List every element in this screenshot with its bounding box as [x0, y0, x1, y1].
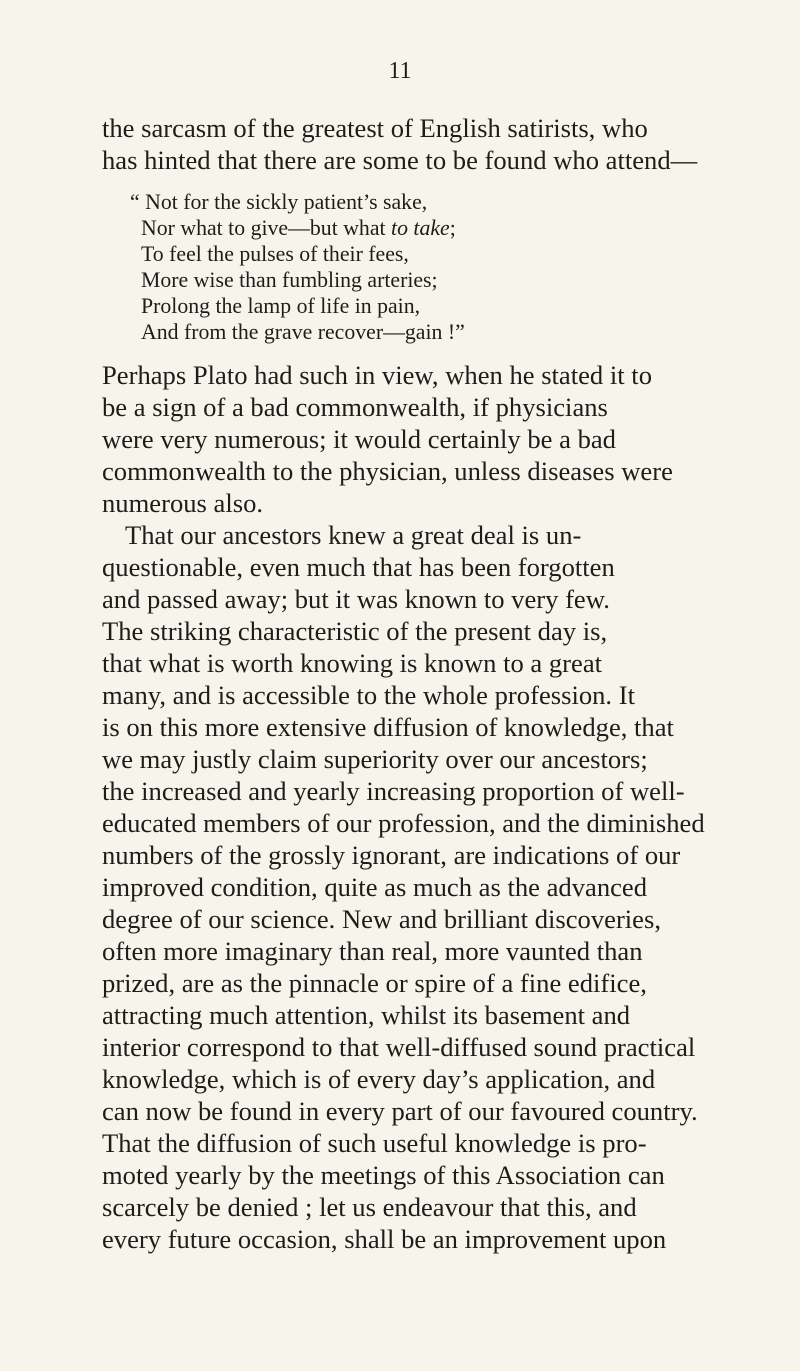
verse-line-2-end: ;	[449, 216, 456, 240]
body-line-6: That our ancestors knew a great deal is un-	[125, 520, 582, 550]
verse-line-6: And from the grave recover—gain !”	[141, 320, 465, 344]
body-line-23: knowledge, which is of every day’s application, and	[102, 1064, 656, 1094]
verse-line-2-start: Nor what to give—but what	[141, 216, 392, 240]
body-line-22: interior correspond to that well-diffused sound practical	[102, 1032, 696, 1062]
body-line-25: That the diffusion of such useful knowledge is pro-	[102, 1128, 647, 1158]
body-line-26: moted yearly by the meetings of this Association can	[102, 1160, 665, 1190]
intro-line-1: the sarcasm of the greatest of English satirists, who	[102, 113, 648, 143]
verse-line-5: Prolong the lamp of life in pain,	[141, 294, 421, 318]
verse-line-1: “ Not for the sickly patient’s sake,	[130, 190, 428, 214]
body-line-4: commonwealth to the physician, unless diseases were	[102, 456, 673, 486]
page-number: 11	[388, 58, 412, 84]
body-line-19: often more imaginary than real, more vaunted than	[102, 936, 643, 966]
body-line-21: attracting much attention, whilst its basement and	[102, 1000, 631, 1030]
body-line-8: and passed away; but it was known to very few.	[102, 584, 610, 614]
body-line-12: is on this more extensive diffusion of knowledge, that	[102, 712, 674, 742]
verse-line-2	[141, 215, 456, 241]
body-line-28: every future occasion, shall be an improvement upon	[102, 1224, 667, 1254]
intro-line-2: has hinted that there are some to be found who attend—	[102, 145, 698, 175]
body-line-11: many, and is accessible to the whole profession. It	[102, 680, 635, 710]
verse-line-4: More wise than fumbling arteries;	[141, 268, 438, 292]
body-line-5: numerous also.	[102, 488, 264, 518]
body-line-10: that what is worth knowing is known to a great	[102, 648, 603, 678]
body-line-2: be a sign of a bad commonwealth, if physicians	[102, 392, 608, 422]
body-line-7: questionable, even much that has been forgotten	[102, 552, 615, 582]
verse-line-2-italic: to take	[391, 216, 450, 240]
body-line-15: educated members of our profession, and the diminished	[102, 808, 705, 838]
body-line-27: scarcely be denied ; let us endeavour that this, and	[102, 1192, 637, 1222]
verse-line-3: To feel the pulses of their fees,	[141, 242, 409, 266]
body-line-16: numbers of the grossly ignorant, are indications of our	[102, 840, 681, 870]
body-line-20: prized, are as the pinnacle or spire of a fine edifice,	[102, 968, 647, 998]
body-line-18: degree of our science. New and brilliant discoveries,	[102, 904, 661, 934]
body-line-24: can now be found in every part of our favoured country.	[102, 1096, 698, 1126]
body-line-13: we may justly claim superiority over our ancestors;	[102, 744, 648, 774]
body-line-3: were very numerous; it would certainly be a bad	[102, 424, 616, 454]
body-line-1: Perhaps Plato had such in view, when he stated it to	[102, 360, 652, 390]
body-line-17: improved condition, quite as much as the advanced	[102, 872, 648, 902]
body-line-9: The striking characteristic of the present day is,	[102, 616, 608, 646]
body-line-14: the increased and yearly increasing proportion of well-	[102, 776, 685, 806]
